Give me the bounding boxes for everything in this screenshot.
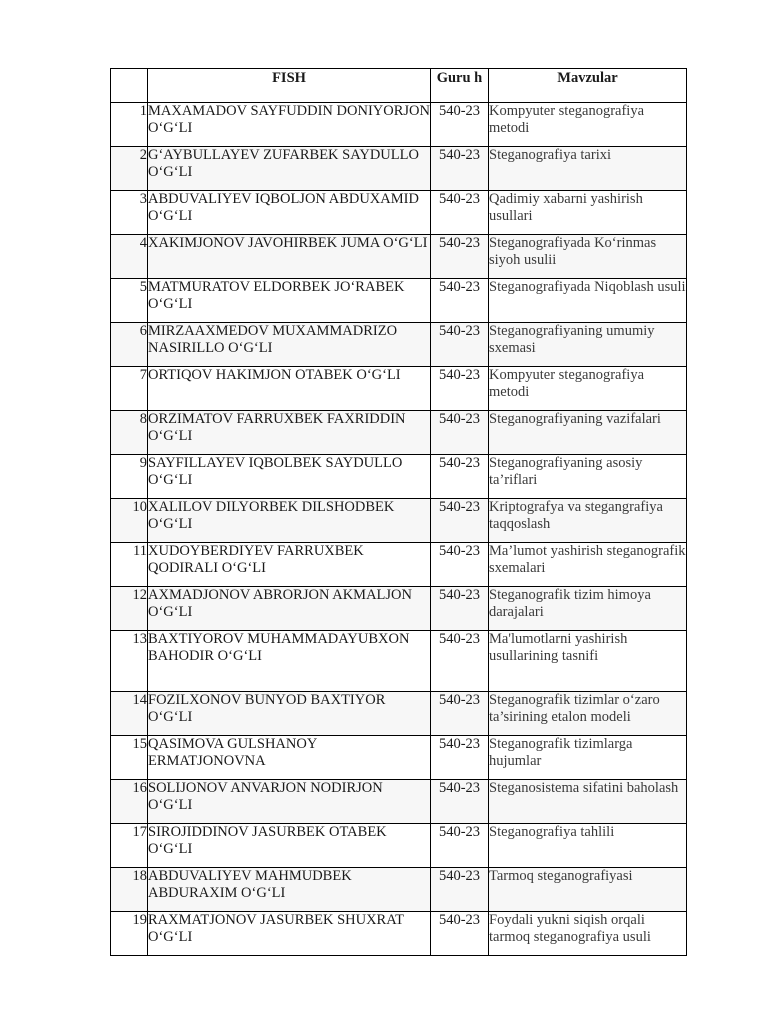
table-body xyxy=(111,103,687,956)
group-code: 540-23 xyxy=(431,147,489,191)
group-code: 540-23 xyxy=(431,868,489,912)
student-name: XALILOV DILYORBEK DILSHODBEK O‘G‘LI xyxy=(148,499,431,543)
group-code: 540-23 xyxy=(431,411,489,455)
row-number: 13 xyxy=(111,631,148,692)
group-code: 540-23 xyxy=(431,499,489,543)
table-header-row xyxy=(111,69,687,103)
topic-title: Qadimiy xabarni yashirish usullari xyxy=(489,191,687,235)
table-row xyxy=(111,411,687,455)
student-name: MATMURATOV ELDORBEK JO‘RABEK O‘G‘LI xyxy=(148,279,431,323)
student-name: ORTIQOV HAKIMJON OTABEK O‘G‘LI xyxy=(148,367,431,411)
table-row xyxy=(111,868,687,912)
group-code: 540-23 xyxy=(431,191,489,235)
header-fish xyxy=(148,69,431,103)
student-name: G‘AYBULLAYEV ZUFARBEK SAYDULLO O‘G‘LI xyxy=(148,147,431,191)
group-code: 540-23 xyxy=(431,455,489,499)
student-name: RAXMATJONOV JASURBEK SHUXRAT O‘G‘LI xyxy=(148,912,431,956)
table-row xyxy=(111,455,687,499)
student-name: FOZILXONOV BUNYOD BAXTIYOR O‘G‘LI xyxy=(148,692,431,736)
student-name: SIROJIDDINOV JASURBEK OTABEK O‘G‘LI xyxy=(148,824,431,868)
table-row xyxy=(111,543,687,587)
student-name: XUDOYBERDIYEV FARRUXBEK QODIRALI O‘G‘LI xyxy=(148,543,431,587)
row-number: 18 xyxy=(111,868,148,912)
topic-title: Kompyuter steganografiya metodi xyxy=(489,367,687,411)
topic-title: Foydali yukni siqish orqali tarmoq steganografiya usuli xyxy=(489,912,687,956)
group-code: 540-23 xyxy=(431,235,489,279)
table-row xyxy=(111,499,687,543)
student-name: ABDUVALIYEV IQBOLJON ABDUXAMID O‘G‘LI xyxy=(148,191,431,235)
students-topics-table xyxy=(110,68,687,956)
student-name: BAXTIYOROV MUHAMMADAYUBXON BAHODIR O‘G‘LI xyxy=(148,631,431,692)
table-row xyxy=(111,587,687,631)
row-number: 1 xyxy=(111,103,148,147)
student-name: XAKIMJONOV JAVOHIRBEK JUMA O‘G‘LI xyxy=(148,235,431,279)
topic-title: Steganografiyaning vazifalari xyxy=(489,411,687,455)
group-code: 540-23 xyxy=(431,912,489,956)
student-name: ORZIMATOV FARRUXBEK FAXRIDDIN O‘G‘LI xyxy=(148,411,431,455)
topic-title: Ma'lumotlarni yashirish usullarining tasnifi xyxy=(489,631,687,692)
header-group-label: Guru h xyxy=(436,70,483,86)
topic-title: Steganografiyada Ko‘rinmas siyoh usulii xyxy=(489,235,687,279)
row-number: 9 xyxy=(111,455,148,499)
group-code: 540-23 xyxy=(431,692,489,736)
row-number: 17 xyxy=(111,824,148,868)
table-row xyxy=(111,631,687,692)
header-topics-label: Mavzular xyxy=(557,70,618,86)
topic-title: Steganografiya tahlili xyxy=(489,824,687,868)
table-row xyxy=(111,191,687,235)
group-code: 540-23 xyxy=(431,587,489,631)
row-number: 8 xyxy=(111,411,148,455)
topic-title: Steganosistema sifatini baholash xyxy=(489,780,687,824)
table-row xyxy=(111,279,687,323)
topic-title: Kompyuter steganografiya metodi xyxy=(489,103,687,147)
row-number: 10 xyxy=(111,499,148,543)
header-number xyxy=(111,69,148,103)
student-name: QASIMOVA GULSHANOY ERMATJONOVNA xyxy=(148,736,431,780)
topic-title: Steganografiyaning umumiy sxemasi xyxy=(489,323,687,367)
group-code: 540-23 xyxy=(431,103,489,147)
student-name: SAYFILLAYEV IQBOLBEK SAYDULLO O‘G‘LI xyxy=(148,455,431,499)
table-row xyxy=(111,692,687,736)
row-number: 12 xyxy=(111,587,148,631)
header-group xyxy=(431,69,489,103)
table-row xyxy=(111,147,687,191)
group-code: 540-23 xyxy=(431,631,489,692)
topic-title: Steganografik tizim himoya darajalari xyxy=(489,587,687,631)
topic-title: Steganografiya tarixi xyxy=(489,147,687,191)
table-row xyxy=(111,235,687,279)
topic-title: Tarmoq steganografiyasi xyxy=(489,868,687,912)
topic-title: Steganografik tizimlarga hujumlar xyxy=(489,736,687,780)
row-number: 11 xyxy=(111,543,148,587)
row-number: 19 xyxy=(111,912,148,956)
row-number: 3 xyxy=(111,191,148,235)
table-row xyxy=(111,103,687,147)
table-row xyxy=(111,780,687,824)
student-name: MIRZAAXMEDOV MUXAMMADRIZO NASIRILLO O‘G‘LI xyxy=(148,323,431,367)
group-code: 540-23 xyxy=(431,279,489,323)
topic-title: Steganografik tizimlar o‘zaro ta’sirining etalon modeli xyxy=(489,692,687,736)
topic-title: Steganografiyada Niqoblash usuli xyxy=(489,279,687,323)
table-row xyxy=(111,367,687,411)
row-number: 4 xyxy=(111,235,148,279)
table-row xyxy=(111,912,687,956)
student-name: ABDUVALIYEV MAHMUDBEK ABDURAXIM O‘G‘LI xyxy=(148,868,431,912)
row-number: 6 xyxy=(111,323,148,367)
header-topics xyxy=(489,69,687,103)
group-code: 540-23 xyxy=(431,780,489,824)
group-code: 540-23 xyxy=(431,543,489,587)
topic-title: Steganografiyaning asosiy ta’riflari xyxy=(489,455,687,499)
row-number: 16 xyxy=(111,780,148,824)
header-fish-label: FISH xyxy=(272,70,306,86)
topic-title: Kriptografya va stegangrafiya taqqoslash xyxy=(489,499,687,543)
table-row xyxy=(111,736,687,780)
row-number: 14 xyxy=(111,692,148,736)
student-name: AXMADJONOV ABRORJON AKMALJON O‘G‘LI xyxy=(148,587,431,631)
student-name: MAXAMADOV SAYFUDDIN DONIYORJON O‘G‘LI xyxy=(148,103,431,147)
group-code: 540-23 xyxy=(431,367,489,411)
row-number: 7 xyxy=(111,367,148,411)
row-number: 2 xyxy=(111,147,148,191)
table-row xyxy=(111,323,687,367)
table-row xyxy=(111,824,687,868)
group-code: 540-23 xyxy=(431,323,489,367)
group-code: 540-23 xyxy=(431,736,489,780)
row-number: 15 xyxy=(111,736,148,780)
group-code: 540-23 xyxy=(431,824,489,868)
topic-title: Ma’lumot yashirish steganografik sxemalari xyxy=(489,543,687,587)
row-number: 5 xyxy=(111,279,148,323)
student-name: SOLIJONOV ANVARJON NODIRJON O‘G‘LI xyxy=(148,780,431,824)
